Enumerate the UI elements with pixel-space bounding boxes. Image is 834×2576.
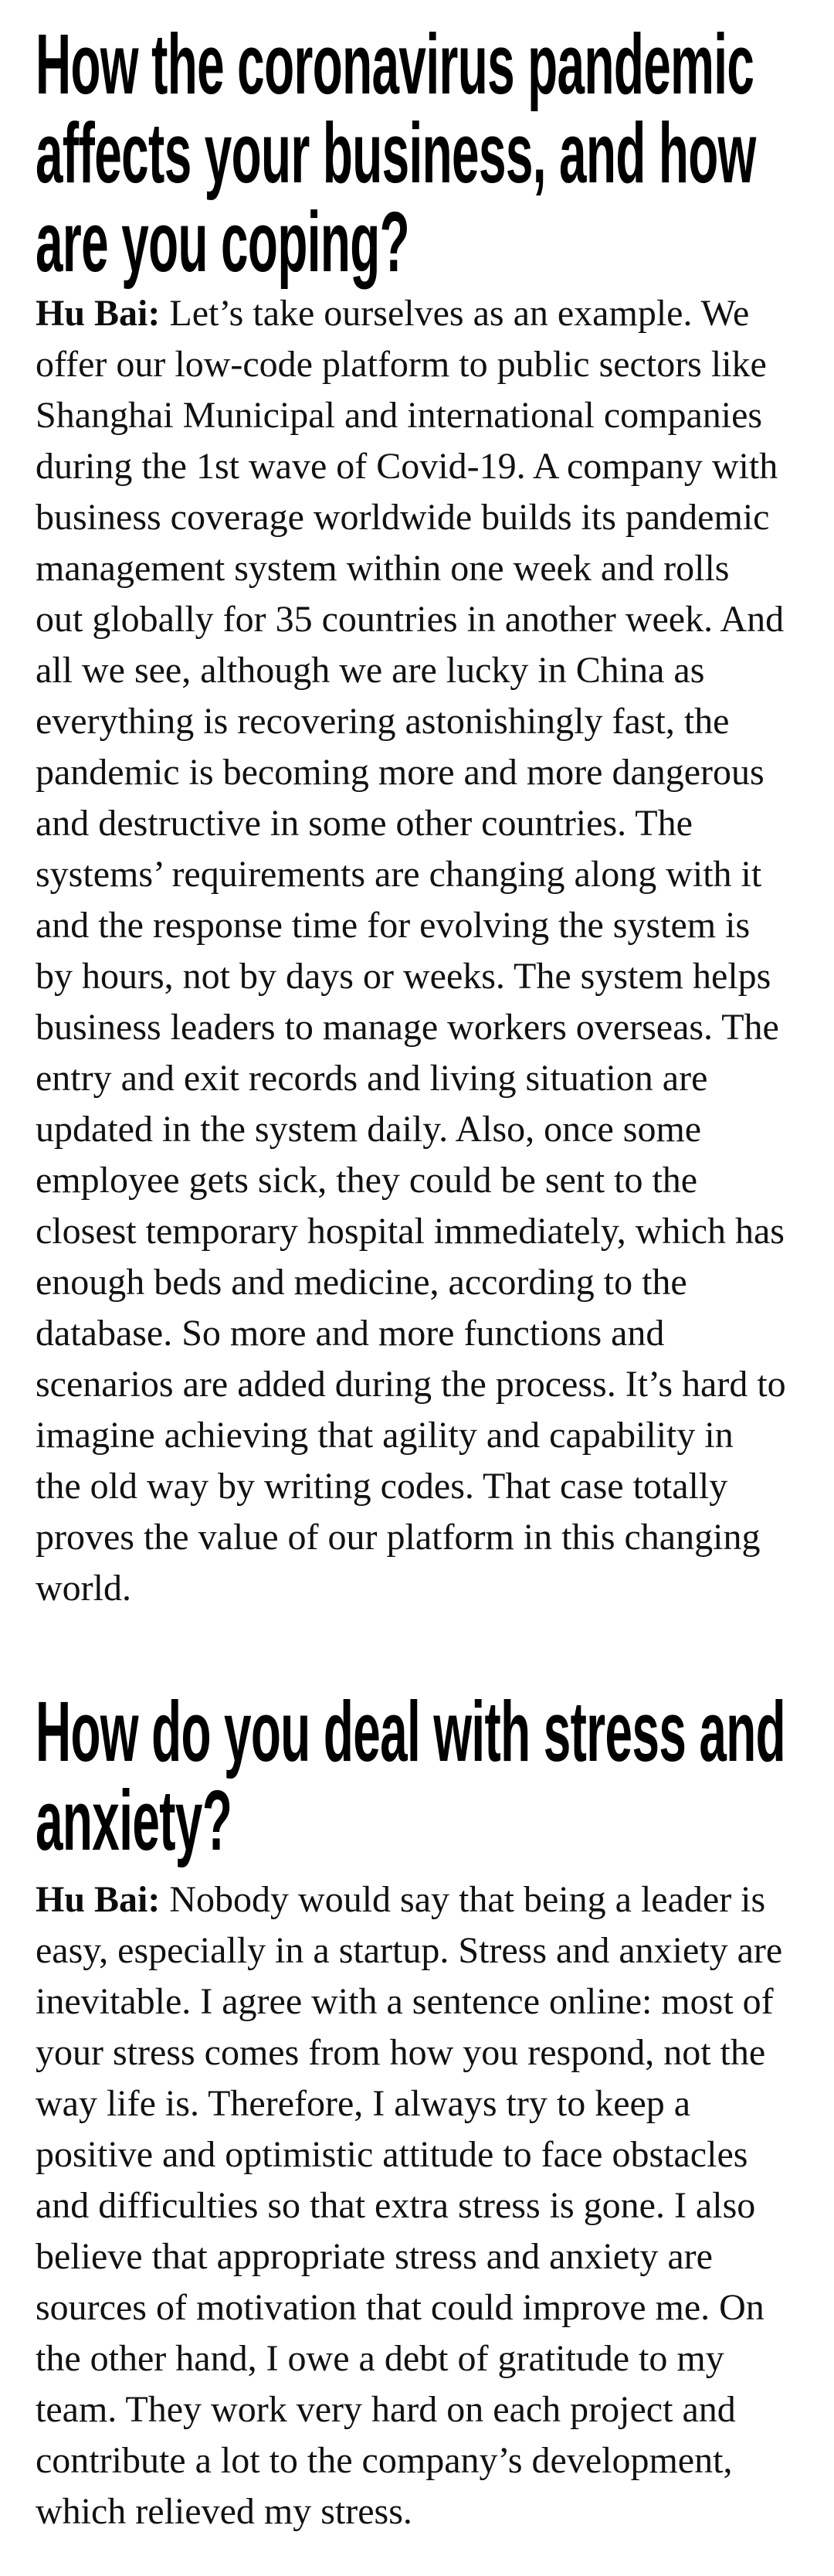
heading-line: How the coronavirus pandemic — [36, 17, 754, 112]
text-line: your stress comes from how you respond, not the — [36, 2032, 766, 2073]
question-heading-2 — [36, 1684, 808, 1868]
text-line: pandemic is becoming more and more dangerous — [36, 752, 764, 793]
text-line: way life is. Therefore, I always try to keep a — [36, 2083, 691, 2124]
text-line: employee gets sick, they could be sent to the — [36, 1160, 698, 1201]
text-line: the other hand, I owe a debt of gratitude to my — [36, 2338, 724, 2379]
answer-text-lines — [36, 339, 808, 1614]
text-line: positive and optimistic attitude to face obstacles — [36, 2134, 748, 2175]
heading-line: anxiety? — [36, 1773, 232, 1868]
text-line: world. — [36, 1568, 131, 1609]
text-line: management system within one week and rolls — [36, 548, 730, 589]
text-line: all we see, although we are lucky in China as — [36, 650, 705, 691]
text-line: believe that appropriate stress and anxiety are — [36, 2236, 713, 2277]
section-question-2 — [36, 1684, 808, 2537]
speaker-name: Hu Bai: — [36, 293, 161, 334]
text-line: and the response time for evolving the system is — [36, 905, 751, 946]
text-line: entry and exit records and living situation are — [36, 1058, 708, 1099]
text-line: sources of motivation that could improve me. On — [36, 2287, 764, 2328]
text-line: team. They work very hard on each project and — [36, 2389, 736, 2430]
text-line: Shanghai Municipal and international companies — [36, 395, 763, 436]
text-line: easy, especially in a startup. Stress and anxiety are — [36, 1930, 783, 1971]
text-line: and difficulties so that extra stress is gone. I also — [36, 2185, 756, 2226]
text-line: which relieved my stress. — [36, 2491, 412, 2532]
section-question-1 — [36, 17, 808, 1614]
answer-paragraph-2 — [36, 1874, 808, 2537]
text-line: inevitable. I agree with a sentence online: most of — [36, 1981, 774, 2022]
text-line: proves the value of our platform in this changing — [36, 1517, 761, 1558]
heading-line: affects your business, and how — [36, 106, 756, 201]
text-line: during the 1st wave of Covid-19. A company with — [36, 446, 778, 487]
text-line: business leaders to manage workers overseas. The — [36, 1007, 779, 1048]
text-line: enough beds and medicine, according to the — [36, 1262, 687, 1303]
answer-text: Let’s take ourselves as an example. We — [160, 293, 750, 334]
text-line: by hours, not by days or weeks. The system helps — [36, 956, 771, 997]
text-line: out globally for 35 countries in another week. And — [36, 599, 785, 640]
text-line: the old way by writing codes. That case totally — [36, 1466, 728, 1507]
answer-text: Nobody would say that being a leader is — [160, 1879, 766, 1920]
text-line: contribute a lot to the company’s development, — [36, 2440, 733, 2481]
text-line — [36, 288, 808, 339]
text-line: imagine achieving that agility and capability in — [36, 1415, 734, 1456]
question-heading-1 — [36, 17, 808, 290]
text-line: systems’ requirements are changing along with it — [36, 854, 762, 895]
text-line: offer our low-code platform to public sectors like — [36, 344, 767, 385]
answer-paragraph-1 — [36, 288, 808, 1614]
text-line: everything is recovering astonishingly fast, the — [36, 701, 730, 742]
text-line: business coverage worldwide builds its pandemic — [36, 497, 770, 538]
text-line: database. So more and more functions and — [36, 1313, 665, 1354]
text-line — [36, 1874, 808, 1925]
text-line: scenarios are added during the process. It’s hard to — [36, 1364, 786, 1405]
speaker-name: Hu Bai: — [36, 1879, 161, 1920]
text-line: closest temporary hospital immediately, which has — [36, 1211, 785, 1252]
answer-text-lines — [36, 1925, 808, 2537]
text-line: and destructive in some other countries. The — [36, 803, 693, 844]
heading-line: are you coping? — [36, 195, 410, 290]
text-line: updated in the system daily. Also, once some — [36, 1109, 702, 1150]
heading-line: How do you deal with stress and — [36, 1684, 786, 1779]
